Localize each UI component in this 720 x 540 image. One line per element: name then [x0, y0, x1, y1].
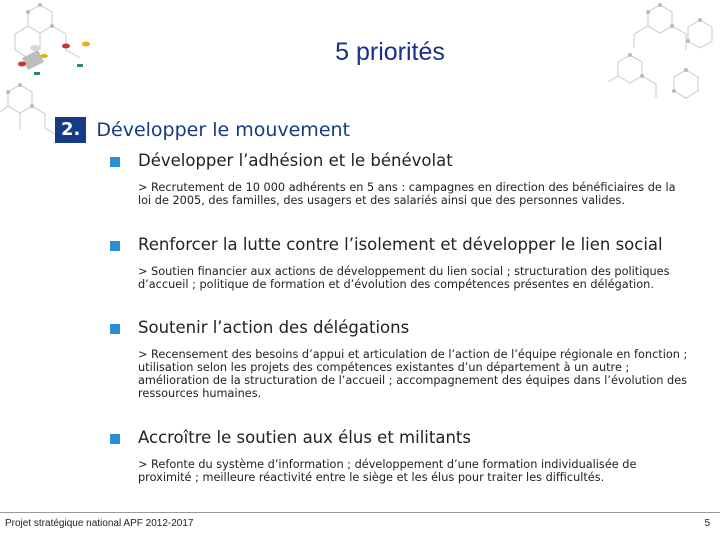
- slide-title: [0, 38, 720, 67]
- priority-item-title: Accroître le soutien aux élus et militants: [138, 428, 471, 447]
- section-number-badge: 2.: [55, 117, 86, 143]
- priority-item-text: > Recrutement de 10 000 adhérents en 5 ans : campagnes en direction des bénéficiaires de la loi de 2005, des familles, des usagers et des salariés ainsi que des personnes valides.: [138, 181, 676, 207]
- priority-item: [110, 428, 690, 484]
- footer-divider: [0, 512, 720, 513]
- section-header: [55, 117, 350, 143]
- priority-item: [110, 235, 690, 291]
- priority-item-title: Développer l’adhésion et le bénévolat: [138, 151, 453, 170]
- square-bullet-icon: [110, 434, 120, 444]
- square-bullet-icon: [110, 157, 120, 167]
- priority-item: [110, 318, 690, 400]
- section-title: Développer le mouvement: [96, 119, 350, 141]
- priority-item-title: Renforcer la lutte contre l’isolement et développer le lien social: [138, 235, 663, 254]
- page-number: 5: [704, 518, 710, 529]
- priority-item-title: Soutenir l’action des délégations: [138, 318, 410, 337]
- priority-item-text: > Refonte du système d’information ; développement d’une formation individualisée de proximité ; meilleure réactivité entre le siège et les élus pour traiter les difficultés.: [138, 458, 637, 484]
- priority-item: [110, 151, 690, 207]
- slide-title-text: 5 priorités: [335, 38, 445, 66]
- footer-project-label: Projet stratégique national APF 2012-2017: [5, 518, 194, 529]
- square-bullet-icon: [110, 241, 120, 251]
- priority-item-text: > Recensement des besoins d’appui et articulation de l’action de l’équipe régionale en fonction ; utilisation selon les projets des compétences existantes d’un département à un autre ; amélioration de la structuration de l’accueil ; accompagnement des équipes dans l’évolution des ressources humaines.: [138, 348, 688, 400]
- square-bullet-icon: [110, 324, 120, 334]
- priority-item-text: > Soutien financier aux actions de développement du lien social ; structuration des politiques d’accueil ; politique de formation et d’évolution des compétences présentes en délégation.: [138, 265, 670, 291]
